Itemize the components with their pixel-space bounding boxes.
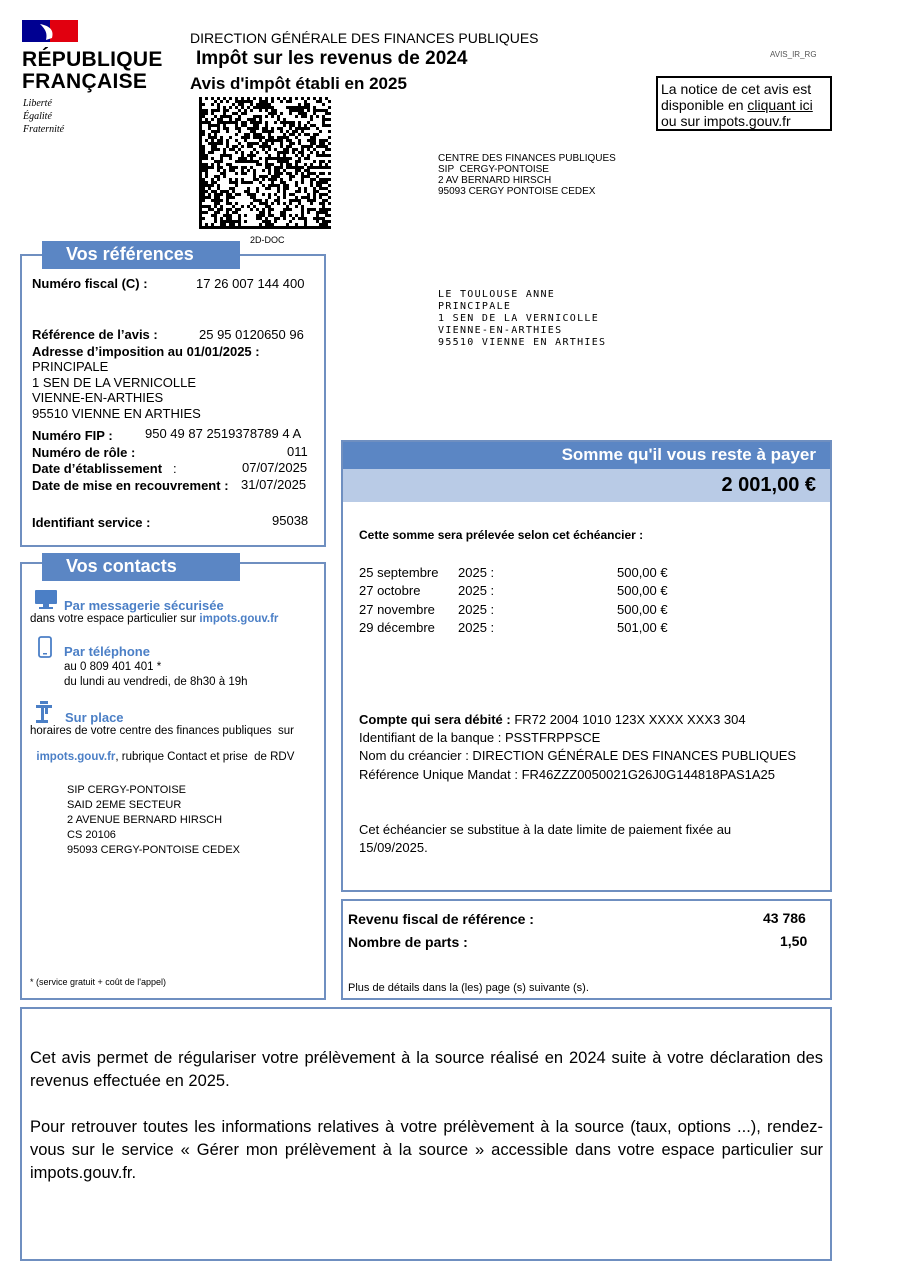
logo-francaise: FRANÇAISE (22, 70, 148, 93)
fip-value: 950 49 87 2519378789 4 A (145, 426, 302, 441)
payment-amount: 2 001,00 € (343, 469, 830, 502)
service-label: Identifiant service : (32, 515, 151, 530)
numero-fiscal-label: Numéro fiscal (C) : (32, 276, 148, 291)
creancier-name: Nom du créancier : DIRECTION GÉNÉRALE DES FINANCES PUBLIQUES (359, 748, 797, 763)
contacts-box (20, 562, 326, 1000)
role-value: 011 (287, 444, 308, 459)
contact-address (67, 783, 240, 858)
messagerie-link[interactable]: impots.gouv.fr (199, 613, 279, 625)
recipient-address (438, 289, 606, 349)
schedule-date: 27 novembre (359, 602, 435, 617)
banque-id: Identifiant de la banque : PSSTFRPPSCE (359, 730, 601, 745)
page-subtitle: Avis d'impôt établi en 2025 (190, 74, 407, 93)
recipient-line: VIENNE-EN-ARTHIES (438, 325, 563, 336)
schedule-date: 29 décembre (359, 620, 435, 635)
recouv-value: 31/07/2025 (241, 477, 307, 492)
marianne-flag-icon (22, 20, 78, 42)
datamatrix-barcode (198, 97, 332, 229)
notice-line1: La notice de cet avis est (661, 81, 812, 97)
contact-address-line: 95093 CERGY-PONTOISE CEDEX (67, 844, 241, 856)
page-title: Impôt sur les revenus de 2024 (196, 48, 468, 69)
cfp-line: SIP CERGY-PONTOISE (438, 164, 549, 175)
adresse-label: Adresse d’imposition au 01/01/2025 : (32, 344, 260, 359)
details-text: Plus de détails dans la (les) page (s) suivante (s). (348, 982, 589, 994)
adresse-line: VIENNE-EN-ARTHIES (32, 390, 164, 405)
footer-paragraph-2: Pour retrouver toutes les informations relatives à votre prélèvement à la source (taux, options ...), rendez-vous sur le service « Gérer mon prélèvement à la source » accessible dans votre espace particulier sur impots.gouv.fr. (30, 1118, 823, 1182)
schedule-year: 2025 : (458, 602, 495, 617)
schedule-note-line2: 15/09/2025. (359, 840, 428, 855)
rfr-label: Revenu fiscal de référence : (348, 911, 534, 927)
ref-avis-label: Référence de l’avis : (32, 327, 158, 342)
parts-label: Nombre de parts : (348, 934, 468, 950)
adresse-lines (32, 359, 201, 421)
rfr-value: 43 786 (763, 910, 806, 926)
messagerie-title: Par messagerie sécurisée (64, 598, 224, 613)
schedule-date: 27 octobre (359, 583, 421, 598)
contact-address-line: SIP CERGY-PONTOISE (67, 784, 187, 796)
recipient-line: LE TOULOUSE ANNE (438, 289, 556, 300)
schedule-intro: Cette somme sera prélevée selon cet échéancier : (359, 528, 644, 542)
ref-avis-value: 25 95 0120650 96 (199, 327, 304, 342)
messagerie-desc: dans votre espace particulier sur (30, 613, 197, 625)
etab-label: Date d’établissement (32, 461, 163, 476)
footer-paragraph-1: Cet avis permet de régulariser votre prélèvement à la source réalisé en 2024 suite à votre déclaration des revenus effectuée en 2025. (30, 1049, 823, 1090)
fip-label: Numéro FIP : (32, 428, 113, 443)
notice-box (656, 76, 832, 131)
numero-fiscal-value: 17 26 007 144 400 (196, 276, 305, 291)
compte-label: Compte qui sera débité : (359, 712, 511, 727)
schedule-year: 2025 : (458, 620, 495, 635)
schedule-amount: 500,00 € (617, 602, 668, 617)
parts-value: 1,50 (780, 933, 808, 949)
computer-icon (33, 589, 59, 611)
compte-value: FR72 2004 1010 123X XXXX XXX3 304 (514, 712, 746, 727)
recouv-label: Date de mise en recouvrement : (32, 478, 229, 493)
schedule-year: 2025 : (458, 583, 495, 598)
cfp-line: 95093 CERGY PONTOISE CEDEX (438, 186, 596, 197)
contact-footnote: * (service gratuit + coût de l'appel) (30, 977, 167, 987)
motto-fraternite: Fraternité (23, 124, 65, 135)
references-tab: Vos références (42, 241, 240, 269)
telephone-hours: du lundi au vendredi, de 8h30 à 19h (64, 676, 248, 688)
recipient-line: 1 SEN DE LA VERNICOLLE (438, 313, 600, 324)
schedule-date: 25 septembre (359, 565, 439, 580)
sur-place-rubrique: , rubrique Contact et prise de RDV (115, 751, 295, 763)
datamatrix-icon (198, 97, 332, 229)
contact-address-line: 2 AVENUE BERNARD HIRSCH (67, 814, 223, 826)
sur-place-title: Sur place (65, 710, 124, 725)
notice-link[interactable]: cliquant ici (747, 97, 813, 113)
adresse-line: 95510 VIENNE EN ARTHIES (32, 405, 201, 421)
contacts-tab: Vos contacts (42, 553, 240, 581)
schedule-year: 2025 : (458, 565, 495, 580)
schedule-amount: 501,00 € (617, 620, 668, 635)
recipient-line: 95510 VIENNE EN ARTHIES (438, 337, 607, 348)
cfp-address (438, 153, 616, 197)
notice-line2: disponible en (661, 97, 744, 113)
cfp-line: 2 AV BERNARD HIRSCH (438, 175, 552, 186)
messagerie-text (30, 613, 278, 625)
notice-line3: ou sur impots.gouv.fr (661, 113, 791, 129)
motto-egalite: Égalité (23, 111, 52, 122)
marianne-logo (22, 20, 163, 138)
cfp-line: CENTRE DES FINANCES PUBLIQUES (438, 153, 616, 164)
contact-address-line: SAID 2EME SECTEUR (67, 799, 182, 811)
service-value: 95038 (272, 513, 309, 528)
schedule-note-line1: Cet échéancier se substitue à la date limite de paiement fixée au (359, 822, 732, 837)
role-label: Numéro de rôle : (32, 445, 136, 460)
telephone-title: Par téléphone (64, 644, 150, 659)
dgfip-heading: DIRECTION GÉNÉRALE DES FINANCES PUBLIQUES (190, 30, 539, 46)
sur-place-link[interactable]: impots.gouv.fr (36, 751, 116, 763)
payment-header: Somme qu'il vous reste à payer (343, 442, 830, 469)
rum-reference: Référence Unique Mandat : FR46ZZZ0050021G26J0G144818PAS1A25 (359, 767, 776, 782)
etab-value: 07/07/2025 (242, 460, 308, 475)
doc-code: AVIS_IR_RG (770, 50, 817, 59)
logo-republique: RÉPUBLIQUE (22, 48, 163, 71)
barcode-label: 2D-DOC (250, 235, 285, 245)
telephone-number: au 0 809 401 401 * (64, 661, 162, 673)
contact-address-line: CS 20106 (67, 829, 116, 841)
building-icon (33, 700, 55, 724)
sur-place-text2 (30, 739, 294, 763)
compte-line (359, 712, 746, 727)
etab-colon: : (173, 461, 177, 476)
adresse-line: PRINCIPALE (32, 359, 109, 374)
adresse-line: 1 SEN DE LA VERNICOLLE (32, 374, 197, 390)
motto-liberte: Liberté (23, 98, 52, 109)
sur-place-text1: horaires de votre centre des finances publiques sur (30, 725, 295, 737)
smartphone-icon (37, 636, 53, 658)
recipient-line: PRINCIPALE (438, 301, 512, 312)
schedule-amount: 500,00 € (617, 583, 668, 598)
schedule-amount: 500,00 € (617, 565, 668, 580)
